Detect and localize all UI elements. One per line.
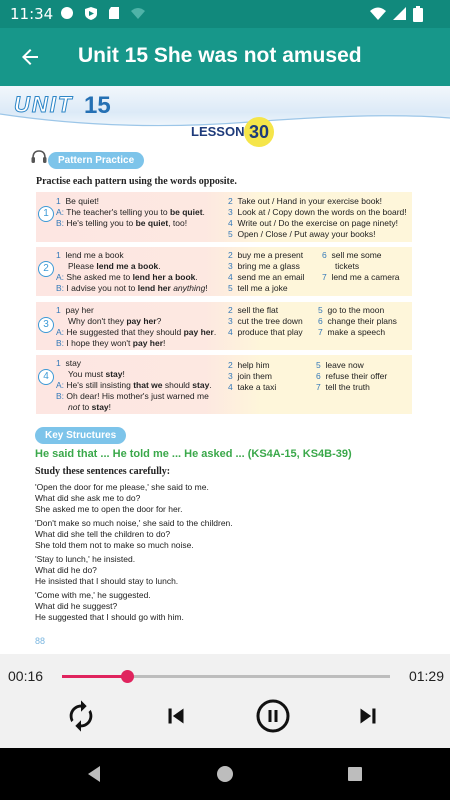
- sentence-10: 'Come with me,' he suggested.: [35, 590, 151, 600]
- ex4-line-b: B: Oh dear! His mother's just warned me: [56, 391, 209, 401]
- seek-bar[interactable]: [62, 675, 390, 678]
- status-time: 11:34: [10, 5, 54, 23]
- ex4-line-b-cont: not to stay!: [68, 402, 112, 412]
- ex3-opt-6: 6 change their plans: [318, 316, 397, 326]
- audio-player: [0, 654, 450, 748]
- ex2-opt-7: 7 lend me a camera: [322, 272, 400, 282]
- key-structures-heading: He said that ... He told me ... He asked ... (KS4A-15, KS4B-39): [35, 448, 352, 460]
- recents-square-icon[interactable]: [345, 764, 365, 784]
- ex3-line-2: Why don't they pay her?: [68, 316, 162, 326]
- ex4-line-a: A: He's still insisting that we should stay.: [56, 380, 212, 390]
- ex1-opt-4: 4 Write out / Do the exercise on page ninety!: [228, 218, 398, 228]
- circle-icon: [60, 6, 74, 20]
- ex4-opt-3: 3 join them: [228, 371, 272, 381]
- back-triangle-icon[interactable]: [84, 764, 104, 784]
- key-structures-label: Key Structures: [35, 427, 126, 444]
- ex4-opt-2: 2 help him: [228, 360, 270, 370]
- ex4-opt-5: 5 leave now: [316, 360, 364, 370]
- arrow-left-icon[interactable]: [18, 45, 42, 69]
- sentence-2: What did she ask me to do?: [35, 493, 141, 503]
- system-nav-bar: [0, 748, 450, 800]
- page-title: Unit 15 She was not amused: [78, 44, 362, 67]
- ex1-line-b: B: He's telling you to be quiet, too!: [56, 218, 188, 228]
- wifi-off-icon: [130, 6, 146, 20]
- exercise-number-2: 2: [38, 261, 54, 277]
- ex2-line-1: 1 lend me a book: [56, 250, 124, 260]
- skip-previous-icon: [161, 701, 191, 731]
- ex4-opt-7: 7 tell the truth: [316, 382, 370, 392]
- shield-icon: [84, 6, 98, 21]
- ex3-opt-7: 7 make a speech: [318, 327, 386, 337]
- app-bar: [0, 28, 450, 86]
- ex4-opt-4: 4 take a taxi: [228, 382, 277, 392]
- sentence-12: He suggested that I should go with him.: [35, 612, 184, 622]
- ex2-opt-3: 3 bring me a glass: [228, 261, 300, 271]
- ex2-opt-2: 2 buy me a present: [228, 250, 304, 260]
- lesson-number: 30: [244, 117, 274, 147]
- sentence-3: She asked me to open the door for her.: [35, 504, 183, 514]
- lesson-page: [0, 86, 450, 654]
- ex1-opt-3: 3 Look at / Copy down the words on the board!: [228, 207, 407, 217]
- study-label: Study these sentences carefully:: [35, 466, 171, 477]
- unit-word: UNIT: [14, 92, 74, 117]
- ex2-line-a: A: She asked me to lend her a book.: [56, 272, 198, 282]
- total-time: 01:29: [408, 668, 444, 684]
- ex3-line-b: B: I hope they won't pay her!: [56, 338, 166, 348]
- ex1-line-1: 1 Be quiet!: [56, 196, 100, 206]
- ex1-opt-2: 2 Take out / Hand in your exercise book!: [228, 196, 383, 206]
- ex4-opt-6: 6 refuse their offer: [316, 371, 388, 381]
- unit-number: 15: [84, 92, 111, 119]
- sentence-7: 'Stay to lunch,' he insisted.: [35, 554, 136, 564]
- ex3-opt-5: 5 go to the moon: [318, 305, 385, 315]
- repeat-button[interactable]: [63, 698, 99, 734]
- sentence-9: He insisted that I should stay to lunch.: [35, 576, 179, 586]
- exercise-number-1: 1: [38, 206, 54, 222]
- current-time: 00:16: [8, 668, 44, 684]
- sentence-4: 'Don't make so much noise,' she said to the children.: [35, 518, 233, 528]
- instruction-text: Practise each pattern using the words opposite.: [36, 176, 237, 187]
- ex2-opt-4: 4 send me an email: [228, 272, 305, 282]
- ex4-line-2: You must stay!: [68, 369, 125, 379]
- ex1-opt-5: 5 Open / Close / Put away your books!: [228, 229, 376, 239]
- status-bar: [0, 0, 450, 28]
- ex1-line-a: A: The teacher's telling you to be quiet.: [56, 207, 205, 217]
- exercise-number-4: 4: [38, 369, 54, 385]
- repeat-icon: [64, 699, 98, 733]
- previous-button[interactable]: [158, 698, 194, 734]
- ex4-line-1: 1 stay: [56, 358, 82, 368]
- sd-card-icon: [108, 6, 120, 20]
- lesson-label: LESSON: [191, 124, 245, 139]
- ex3-opt-3: 3 cut the tree down: [228, 316, 303, 326]
- battery-icon: [413, 6, 423, 22]
- sentence-1: 'Open the door for me please,' she said to me.: [35, 482, 209, 492]
- exercise-number-3: 3: [38, 317, 54, 333]
- ex3-opt-4: 4 produce that play: [228, 327, 303, 337]
- pause-icon: [255, 698, 291, 734]
- sentence-5: What did she tell the children to do?: [35, 529, 171, 539]
- skip-next-icon: [353, 701, 383, 731]
- sentence-11: What did he suggest?: [35, 601, 118, 611]
- home-circle-icon[interactable]: [215, 764, 235, 784]
- seek-thumb[interactable]: [121, 670, 134, 683]
- next-button[interactable]: [350, 698, 386, 734]
- sentence-8: What did he do?: [35, 565, 97, 575]
- seek-bar-progress: [62, 675, 127, 678]
- ex2-opt-6-cont: tickets: [335, 261, 360, 271]
- ex3-line-a: A: He suggested that they should pay her.: [56, 327, 217, 337]
- ex2-line-b: B: I advise you not to lend her anything!: [56, 283, 208, 293]
- ex2-line-2: Please lend me a book.: [68, 261, 161, 271]
- headset-icon: [30, 148, 48, 166]
- ex2-opt-6: 6 sell me some: [322, 250, 382, 260]
- sentence-6: She told them not to make so much noise.: [35, 540, 194, 550]
- ex2-opt-5: 5 tell me a joke: [228, 283, 288, 293]
- pause-button[interactable]: [255, 698, 291, 734]
- wifi-icon: [369, 6, 387, 21]
- ex3-opt-2: 2 sell the flat: [228, 305, 279, 315]
- pattern-practice-label: Pattern Practice: [48, 152, 144, 169]
- page-number: 88: [35, 636, 46, 646]
- signal-icon: [392, 6, 407, 21]
- ex3-line-1: 1 pay her: [56, 305, 94, 315]
